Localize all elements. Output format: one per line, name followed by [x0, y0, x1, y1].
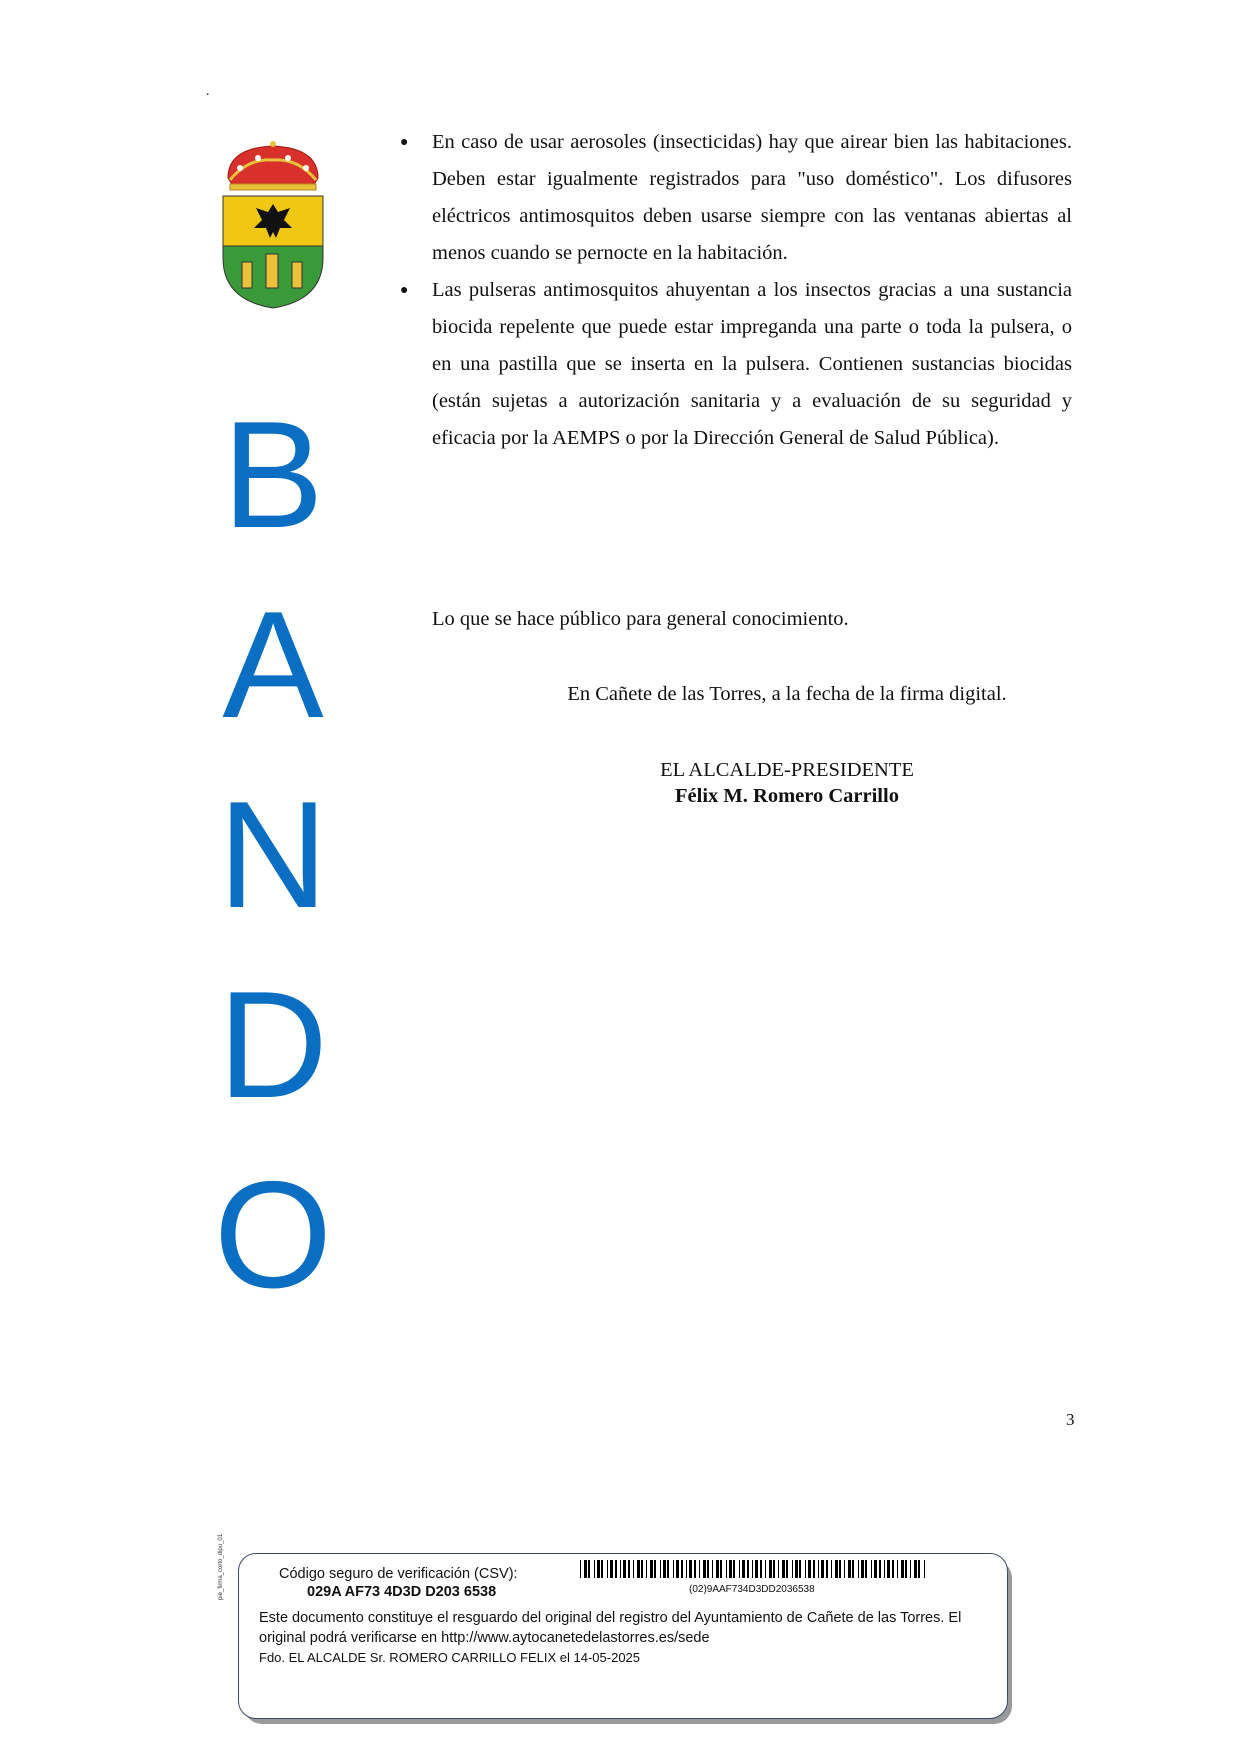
barcode-bar [765, 1560, 766, 1578]
barcode-bar [747, 1560, 749, 1578]
barcode-bar [716, 1560, 719, 1578]
barcode-icon [580, 1560, 926, 1578]
signature-block [432, 757, 1072, 809]
barcode-bar [694, 1560, 696, 1578]
barcode-bar [852, 1560, 854, 1578]
barcode-bar [594, 1560, 595, 1578]
barcode-bar [729, 1560, 732, 1578]
barcode-bar [742, 1560, 745, 1578]
bullet-icon: ● [400, 135, 409, 150]
barcode-bar [897, 1560, 898, 1578]
barcode-bar [660, 1560, 661, 1578]
barcode-bar [871, 1560, 872, 1578]
bullet-icon: ● [400, 283, 409, 298]
list-item [400, 272, 1072, 457]
bando-letter: A [222, 580, 324, 750]
barcode-bar [792, 1560, 793, 1578]
barcode-bar [646, 1560, 647, 1578]
barcode-text: (02)9AAF734D3DD2036538 [689, 1584, 815, 1595]
barcode-bar [835, 1560, 838, 1578]
closing-fecha: En Cañete de las Torres, a la fecha de la firma digital. [567, 683, 1007, 705]
barcode-bar [755, 1560, 758, 1578]
bando-vertical-title [208, 380, 338, 1330]
barcode-bar [786, 1560, 788, 1578]
barcode-bar [739, 1560, 740, 1578]
barcode-bar [720, 1560, 722, 1578]
bando-letter: N [218, 770, 328, 940]
barcode-bar [667, 1560, 669, 1578]
barcode-bar [584, 1560, 587, 1578]
barcode-bar [752, 1560, 753, 1578]
barcode-bar [673, 1560, 674, 1578]
barcode-bar [707, 1560, 709, 1578]
body-text [400, 124, 1072, 457]
barcode-bar [782, 1560, 785, 1578]
barcode-bar [623, 1560, 626, 1578]
barcode-bar [637, 1560, 640, 1578]
barcode-bar [892, 1560, 894, 1578]
barcode-bar [703, 1560, 706, 1578]
barcode-bar [805, 1560, 806, 1578]
barcode-bar [769, 1560, 772, 1578]
barcode-bar [773, 1560, 775, 1578]
barcode-bar [844, 1560, 845, 1578]
csv-code: 029A AF73 4D3D D203 6538 [307, 1584, 497, 1600]
barcode-bar [607, 1560, 608, 1578]
barcode-bar [676, 1560, 679, 1578]
barcode-bar [799, 1560, 801, 1578]
bando-letter: O [213, 1150, 333, 1320]
signer-title: EL ALCALDE-PRESIDENTE [660, 759, 914, 781]
barcode-bar [905, 1560, 907, 1578]
barcode-bar [831, 1560, 832, 1578]
barcode-bar [826, 1560, 828, 1578]
barcode-bar [901, 1560, 904, 1578]
barcode-bar [821, 1560, 824, 1578]
barcode-bar [733, 1560, 735, 1578]
barcode-bar [615, 1560, 617, 1578]
barcode-bar [663, 1560, 666, 1578]
verification-footer [238, 1553, 1008, 1719]
barcode-bar [601, 1560, 603, 1578]
bullet-list [400, 124, 1072, 457]
barcode-bar [848, 1560, 851, 1578]
barcode-bar [620, 1560, 621, 1578]
barcode-bar [681, 1560, 683, 1578]
barcode-bar [879, 1560, 881, 1578]
csv-label: Código seguro de verificación (CSV): [279, 1566, 518, 1582]
barcode-bar [778, 1560, 779, 1578]
page-number: 3 [1066, 1410, 1075, 1429]
barcode-bar [588, 1560, 590, 1578]
footer-vertical-code: pie_firma_corto_dipu_01 [218, 1533, 224, 1600]
list-item-text: Las pulseras antimosquitos ahuyentan a los insectos gracias a una sustancia biocida repelente que puede estar impreganda una parte o toda la pulsera, o en una pastilla que se inserta en la pulsera. Contienen sustancias biocidas (están sujetas a autorización sanitaria y a evaluación de su seguridad y eficacia por la AEMPS o por la Dirección General de Salud Pública). [432, 279, 1072, 449]
list-item [400, 124, 1072, 272]
barcode-bar [760, 1560, 762, 1578]
barcode-bar [686, 1560, 687, 1578]
barcode-bar [795, 1560, 798, 1578]
barcode-bar [839, 1560, 841, 1578]
barcode-bar [689, 1560, 692, 1578]
barcode-bar [580, 1560, 581, 1578]
barcode-bar [818, 1560, 819, 1578]
barcode-bar [813, 1560, 815, 1578]
barcode-bar [597, 1560, 600, 1578]
barcode-bar [865, 1560, 867, 1578]
barcode-bar [861, 1560, 864, 1578]
signer-name: Félix M. Romero Carrillo [675, 785, 899, 807]
barcode-bar [874, 1560, 877, 1578]
barcode-bar [654, 1560, 656, 1578]
barcode-bar [726, 1560, 727, 1578]
barcode-bar [887, 1560, 890, 1578]
barcode-bar [641, 1560, 643, 1578]
barcode-bar [910, 1560, 911, 1578]
bando-letter: B [222, 390, 324, 560]
barcode-bar [918, 1560, 920, 1578]
footer-description: Este documento constituye el resguardo del original del registro del Ayuntamiento de Cañete de las Torres. El original podrá verificarse en http://www.aytocanetedelastorres.es/sede [259, 1610, 962, 1646]
barcode-bar [628, 1560, 630, 1578]
barcode-bar [650, 1560, 653, 1578]
coat-of-arms-logo [218, 138, 328, 338]
barcode-bar [808, 1560, 811, 1578]
barcode-bar [924, 1560, 925, 1578]
bando-letter: D [218, 960, 328, 1130]
barcode-bar [610, 1560, 613, 1578]
barcode-bar [633, 1560, 634, 1578]
barcode-bar [712, 1560, 713, 1578]
barcode-bar [884, 1560, 885, 1578]
footer-signature: Fdo. EL ALCALDE Sr. ROMERO CARRILLO FELIX el 14-05-2025 [259, 1650, 641, 1665]
barcode-bar [858, 1560, 859, 1578]
barcode-bar [914, 1560, 917, 1578]
header-dot: . [206, 84, 210, 99]
barcode-bar [699, 1560, 700, 1578]
list-item-text: En caso de usar aerosoles (insecticidas) hay que airear bien las habitaciones. Deben estar igualmente registrados para "uso doméstico". Los difusores eléctricos antimosquitos deben usarse siempre con las ventanas abiertas al menos cuando se pernocte en la habitación. [432, 131, 1072, 264]
closing-publico: Lo que se hace público para general conocimiento. [432, 608, 849, 630]
